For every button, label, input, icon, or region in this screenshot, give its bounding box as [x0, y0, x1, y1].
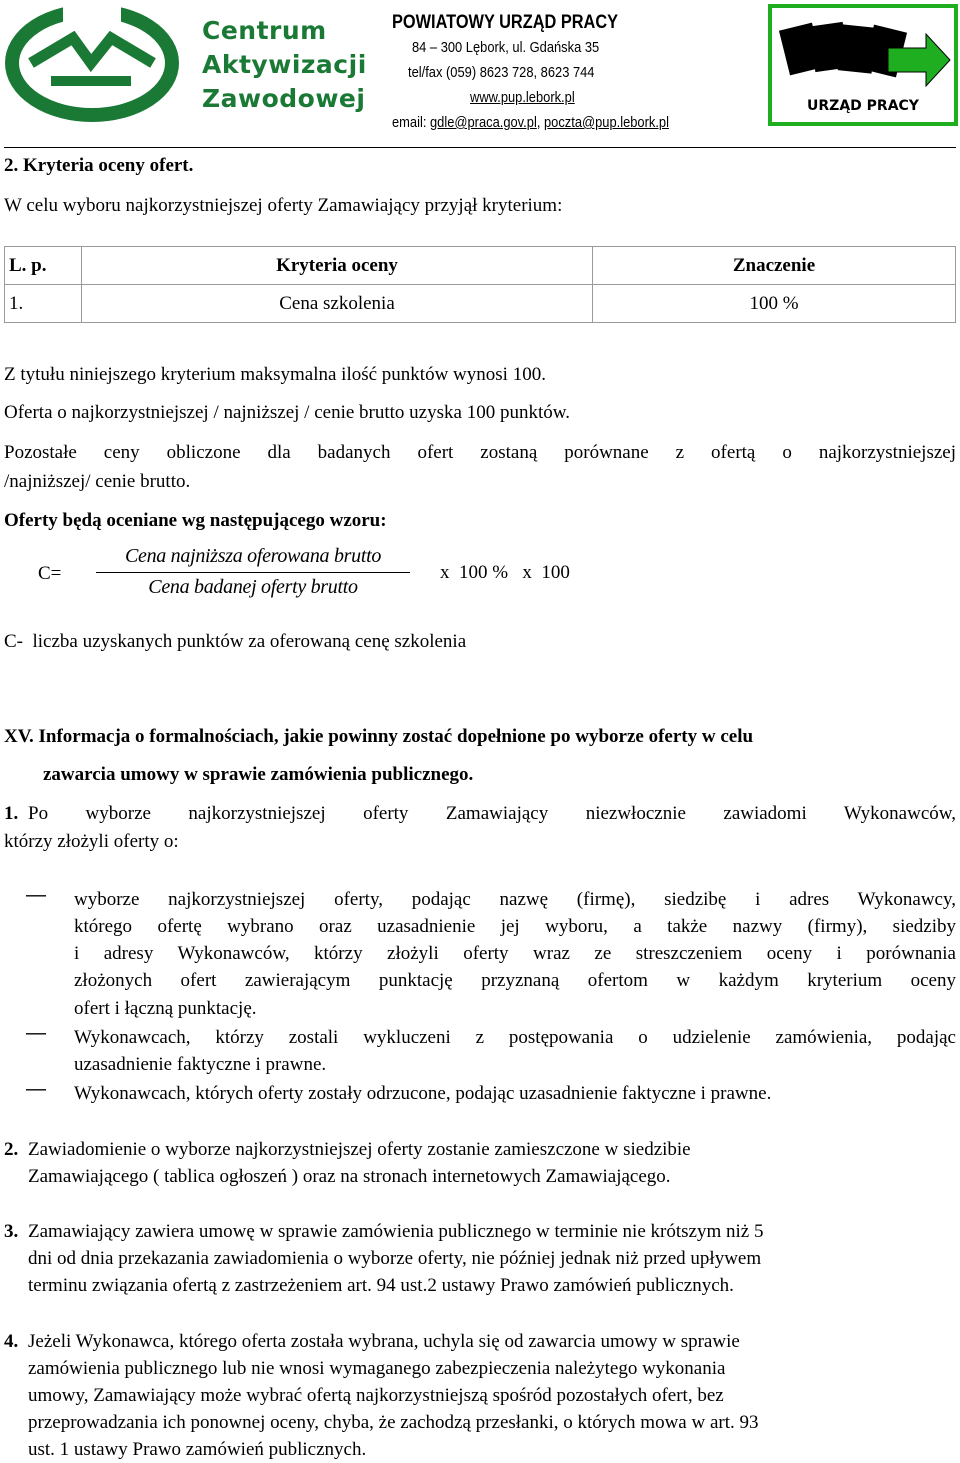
section-2-heading: 2. Kryteria oceny ofert. — [4, 155, 194, 176]
urzad-pracy-logo-text: URZĄD PRACY — [807, 98, 919, 114]
urzad-pracy-logo-icon — [776, 14, 952, 96]
office-www — [470, 87, 680, 108]
item-2-number: 2. — [4, 1139, 19, 1160]
cz-logo-text — [202, 16, 367, 114]
item-2-line1: Zawiadomienie o wyborze najkorzystniejszej oferty zostanie zamieszczone w siedzibie — [28, 1139, 691, 1160]
office-info — [392, 12, 714, 133]
table-header-row — [5, 247, 956, 285]
bullet-dash: — — [26, 884, 46, 906]
item-3-line1: Zamawiający zawiera umowę w sprawie zamówienia publicznego w terminie nie krótszym niż 5 — [28, 1221, 764, 1242]
urzad-pracy-logo — [768, 4, 958, 126]
bullet-1-line4: złożonych ofert zawierającym punktację przyznaną ofertom w każdym kryterium oceny — [74, 970, 956, 991]
item-2-line2: Zamawiającego ( tablica ogłoszeń ) oraz na stronach internetowych Zamawiającego. — [28, 1166, 671, 1187]
email-link-1[interactable]: gdle@praca.gov.pl — [430, 114, 537, 131]
item-3-line2: dni od dnia przekazania zawiadomienia o wyborze oferty, nie później jednak niż przed upływem — [28, 1248, 762, 1269]
cz-line-2: Aktywizacji — [202, 50, 367, 79]
formula-fraction-line — [96, 572, 410, 573]
item-1-line1: Po wyborze najkorzystniejszej oferty Zamawiający niezwłocznie zawiadomi Wykonawców, — [28, 803, 956, 824]
bullet-1-line2: którego ofertę wybrano oraz uzasadnienie jej wyboru, a także nazwy (firmy), siedziby — [74, 916, 956, 937]
office-phone: tel/fax (059) 8623 728, 8623 744 — [408, 64, 595, 81]
item-1-number: 1. — [4, 803, 19, 824]
bullet-dash: — — [26, 1078, 46, 1100]
table-header-cell: L. p. — [5, 247, 82, 285]
www-link[interactable]: www.pup.lebork.pl — [470, 89, 575, 106]
formula-numerator: Cena najniższa oferowana brutto — [124, 545, 382, 567]
formula-intro: Oferty będą oceniane wg następującego wzoru: — [4, 510, 387, 531]
formula-legend: C- liczba uzyskanych punktów za oferowaną cenę szkolenia — [4, 631, 467, 652]
bullet-3-line1: Wykonawcach, których oferty zostały odrzucone, podając uzasadnienie faktyczne i prawne. — [74, 1083, 772, 1104]
item-1-line2: którzy złożyli oferty o: — [4, 831, 179, 852]
office-email: email: gdle@praca.gov.pl, poczta@pup.lebork.pl — [392, 114, 669, 131]
criteria-table — [4, 246, 956, 323]
item-3-line3: terminu związania ofertą z zastrzeżeniem art. 94 ust.2 ustawy Prawo zamówień publicznych. — [28, 1275, 734, 1296]
cz-line-1: Centrum — [202, 16, 327, 45]
email-label: email: — [392, 114, 427, 131]
header-divider — [4, 147, 956, 148]
table-cell: 1. — [5, 285, 82, 323]
item-4-line1: Jeżeli Wykonawca, którego oferta została wybrana, uchyla się od zawarcia umowy w sprawie — [28, 1331, 740, 1352]
table-header-cell: Znaczenie — [593, 247, 956, 285]
table-row — [5, 285, 956, 323]
item-4-line2: zamówienia publicznego lub nie wnosi wymaganego zabezpieczenia należytego wykonania — [28, 1358, 726, 1379]
formula-denominator: Cena badanej oferty brutto — [148, 576, 358, 598]
scoring-p1: Z tytułu niniejszego kryterium maksymalna ilość punktów wynosi 100. — [4, 364, 546, 385]
bullet-2-line2: uzasadnienie faktyczne i prawne. — [74, 1054, 327, 1075]
item-4-line3: umowy, Zamawiający może wybrać ofertą najkorzystniejszą spośród pozostałych ofert, bez — [28, 1385, 724, 1406]
bullet-dash: — — [26, 1022, 46, 1044]
section-15-heading-line2: zawarcia umowy w sprawie zamówienia publicznego. — [43, 764, 474, 785]
cz-line-3: Zawodowej — [202, 84, 366, 113]
item-4-line4: przeprowadzania ich ponownej oceny, chyba, że zachodzą przesłanki, o których mowa w art. 93 — [28, 1412, 759, 1433]
item-4-line5: ust. 1 ustawy Prawo zamówień publicznych. — [28, 1439, 367, 1460]
formula-lhs: C= — [38, 563, 62, 584]
item-3-number: 3. — [4, 1221, 19, 1242]
item-4-number: 4. — [4, 1331, 19, 1352]
table-header-cell: Kryteria oceny — [82, 247, 593, 285]
bullet-1-line1: wyborze najkorzystniejszej oferty, podając nazwę (firmę), siedzibę i adres Wykonawcy, — [74, 889, 956, 910]
scoring-p2: Oferta o najkorzystniejszej / najniższej / cenie brutto uzyska 100 punktów. — [4, 402, 570, 423]
scoring-p3-line1: Pozostałe ceny obliczone dla badanych ofert zostaną porównane z ofertą o najkorzystniejszej — [4, 442, 956, 463]
bullet-1-line3: i adresy Wykonawców, którzy złożyli oferty wraz ze streszczeniem oceny i porównania — [74, 943, 956, 964]
scoring-p3-line2: /najniższej/ cenie brutto. — [4, 471, 191, 492]
office-title: POWIATOWY URZĄD PRACY — [392, 12, 619, 33]
page-header — [0, 0, 960, 148]
table-cell: 100 % — [593, 285, 956, 323]
office-address: 84 – 300 Lębork, ul. Gdańska 35 — [412, 39, 600, 56]
cz-logo-icon — [3, 3, 181, 123]
section-15-heading-line1: XV. Informacja o formalnościach, jakie powinny zostać dopełnione po wyborze oferty w celu — [4, 726, 754, 747]
table-cell: Cena szkolenia — [82, 285, 593, 323]
section-2-intro: W celu wyboru najkorzystniejszej oferty Zamawiający przyjął kryterium: — [4, 195, 563, 216]
bullet-2-line1: Wykonawcach, którzy zostali wykluczeni z postępowania o udzielenie zamówienia, podając — [74, 1027, 956, 1048]
email-link-2[interactable]: poczta@pup.lebork.pl — [543, 114, 669, 131]
bullet-1-line5: ofert i łączną punktację. — [74, 998, 257, 1019]
formula-rhs: x 100 % x 100 — [440, 562, 570, 583]
